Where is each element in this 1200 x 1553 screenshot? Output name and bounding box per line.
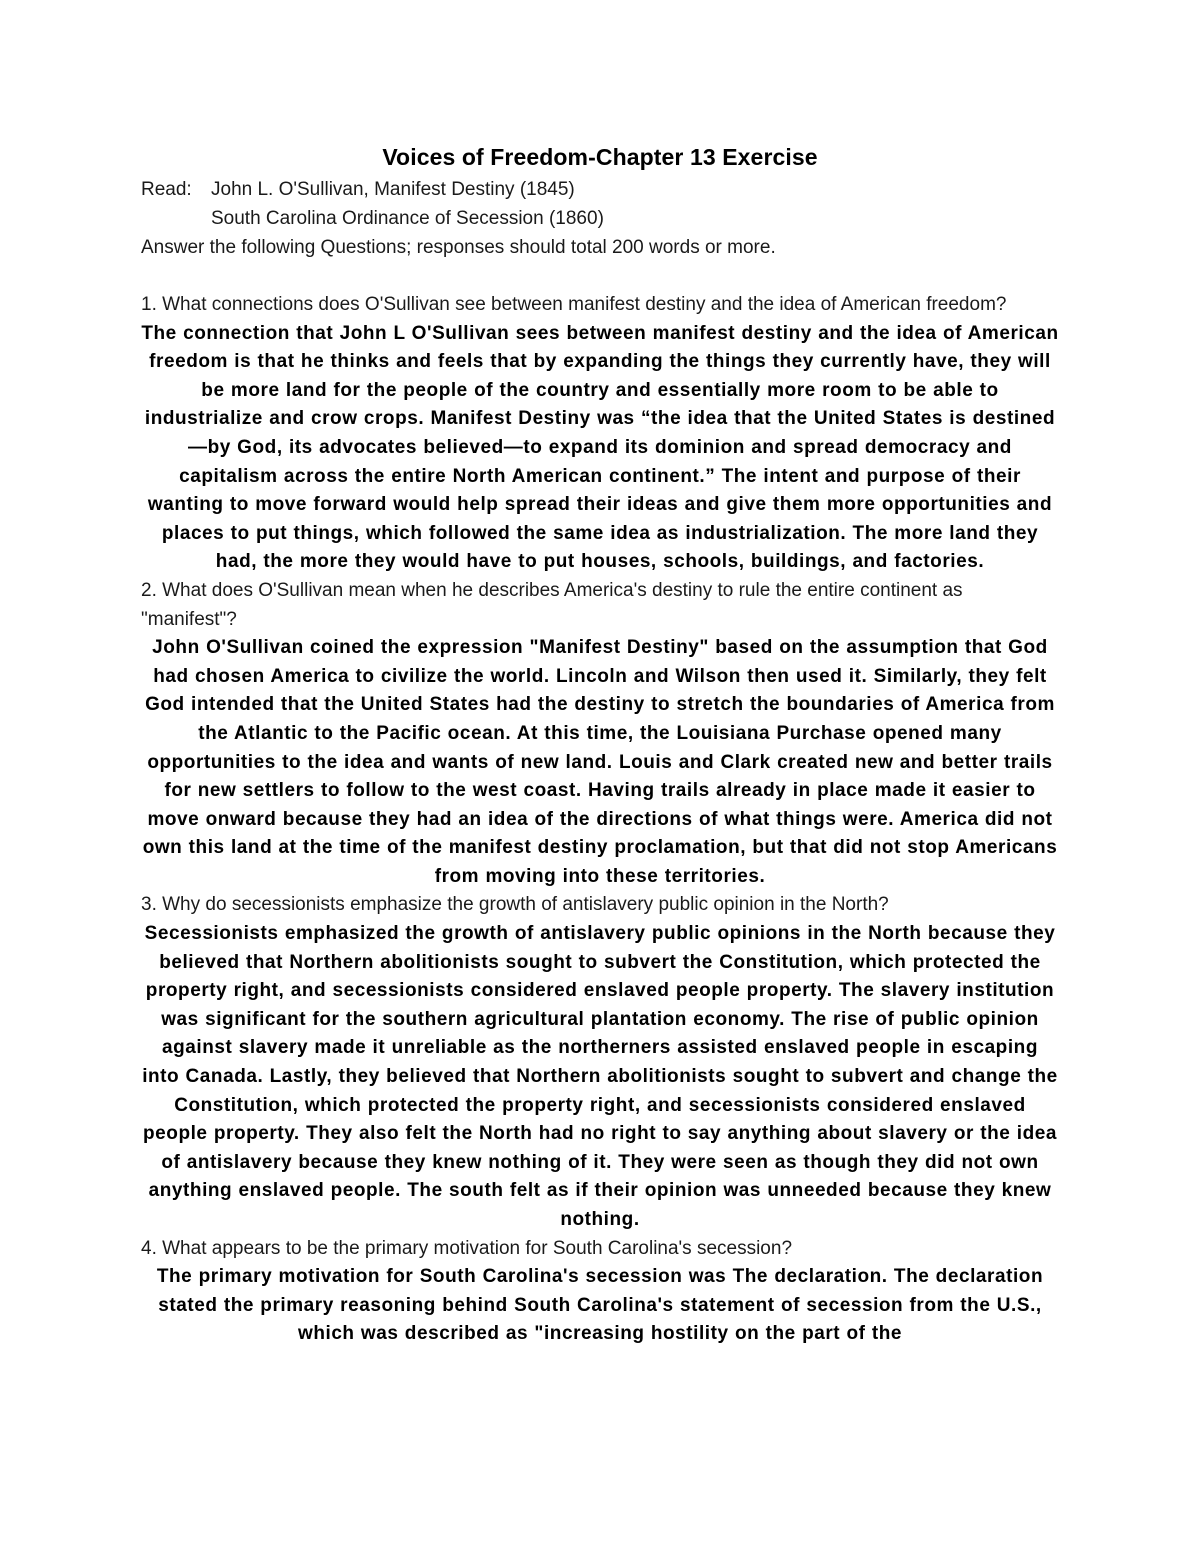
reading-item-1: John L. O'Sullivan, Manifest Destiny (1845) [211, 179, 575, 200]
answer-4: The primary motivation for South Carolina's secession was The declaration. The declaration stated the primary reasoning behind South Carolina's statement of secession from the U.S., which was described as "increasing hostility on the part of the [156, 1266, 1044, 1345]
read-label-spacer [141, 204, 211, 233]
answer-2: John O'Sullivan coined the expression "Manifest Destiny" based on the assumption that God had chosen America to civilize the world. Lincoln and Wilson then used it. Similarly, they felt God intended that the United States had the destiny to stretch the boundaries of America from the Atlantic to the Pacific ocean. At this time, the Louisiana Purchase opened many opportunities to the idea and wants of new land. Louis and Clark created new and better trails for new settlers to follow to the west coast. Having trails already in place made it easier to move onward because they had an idea of the directions of what things were. America did not own this land at the time of the manifest destiny proclamation, but that did not stop Americans from moving into these territories. [142, 637, 1058, 887]
answer-1: The connection that John L O'Sullivan sees between manifest destiny and the idea of American freedom is that he thinks and feels that by expanding the things they currently have, they will be more land for the people of the country and essentially more room to be able to industrialize and crow crops. Manifest Destiny was “the idea that the United States is destined—by God, its advocates believed—to expand its dominion and spread democracy and capitalism across the entire North American continent.” The intent and purpose of their wanting to move forward would help spread their ideas and give them more opportunities and places to put things, which followed the same idea as industrialization. The more land they had, the more they would have to put houses, schools, buildings, and factories. [141, 322, 1059, 573]
question-4: 4. What appears to be the primary motivation for South Carolina's secession? [141, 1237, 793, 1259]
reading-row-1 [141, 175, 1059, 204]
question-3: 3. Why do secessionists emphasize the growth of antislavery public opinion in the North? [141, 894, 889, 916]
question-block-1 [141, 291, 1059, 577]
read-label: Read: [141, 179, 192, 200]
question-block-2 [141, 577, 1059, 892]
question-block-4 [141, 1235, 1059, 1349]
document-content [141, 143, 1059, 1349]
reading-list [141, 175, 1059, 233]
reading-item-2: South Carolina Ordinance of Secession (1860) [211, 208, 604, 229]
answer-3: Secessionists emphasized the growth of antislavery public opinions in the North because they believed that Northern abolitionists sought to subvert the Constitution, which protected the property right, and secessionists considered enslaved people property. The slavery institution was significant for the southern agricultural plantation economy. The rise of public opinion against slavery made it unreliable as the northerners assisted enslaved people in escaping into Canada. Lastly, they believed that Northern abolitionists sought to subvert and change the Constitution, which protected the property right, and secessionists considered enslaved people property. They also felt the North had no right to say anything about slavery or the idea of antislavery because they knew nothing of it. They were seen as though they did not own anything enslaved people. The south felt as if their opinion was unneeded because they knew nothing. [142, 923, 1058, 1230]
instructions: Answer the following Questions; responses should total 200 words or more. [141, 237, 776, 258]
question-2: 2. What does O'Sullivan mean when he describes America's destiny to rule the entire continent as "manifest"? [141, 579, 963, 630]
document-title: Voices of Freedom-Chapter 13 Exercise [382, 144, 818, 170]
reading-row-2 [141, 204, 1059, 233]
question-block-3 [141, 891, 1059, 1234]
question-1: 1. What connections does O'Sullivan see between manifest destiny and the idea of American freedom? [141, 294, 1007, 315]
